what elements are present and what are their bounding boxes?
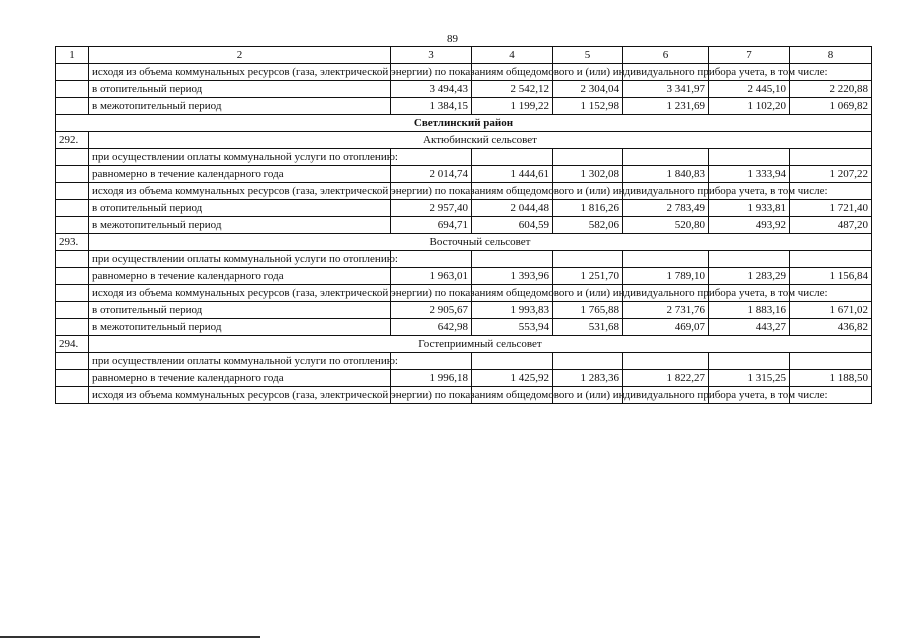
row-number-cell <box>56 251 89 268</box>
row-number-cell <box>56 81 89 98</box>
row-number-cell <box>56 302 89 319</box>
row-number-cell <box>56 387 89 404</box>
value-cell: 694,71 <box>391 217 472 234</box>
tariff-table <box>55 46 872 404</box>
district-row <box>56 115 872 132</box>
row-label: исходя из объема коммунальных ресурсов (газа, электрической энергии) по показаниям общедомового и (или) индивидуального прибора учета, в том числе: <box>89 64 391 81</box>
table-row <box>56 251 872 268</box>
column-header: 1 <box>56 47 89 64</box>
value-cell: 1 102,20 <box>709 98 790 115</box>
value-cell <box>391 353 472 370</box>
row-label: в межотопительный период <box>89 217 391 234</box>
value-cell: 2 304,04 <box>553 81 623 98</box>
table-row <box>56 285 872 302</box>
value-cell: 2 783,49 <box>623 200 709 217</box>
column-header: 5 <box>553 47 623 64</box>
value-cell: 2 731,76 <box>623 302 709 319</box>
value-cell <box>709 353 790 370</box>
value-cell: 1 963,01 <box>391 268 472 285</box>
section-number: 294. <box>56 336 89 353</box>
value-cell: 1 933,81 <box>709 200 790 217</box>
table-row <box>56 200 872 217</box>
row-number-cell <box>56 200 89 217</box>
column-header: 2 <box>89 47 391 64</box>
row-number-cell <box>56 183 89 200</box>
value-cell: 642,98 <box>391 319 472 336</box>
value-cell: 1 816,26 <box>553 200 623 217</box>
row-label: в отопительный период <box>89 81 391 98</box>
value-cell: 1 765,88 <box>553 302 623 319</box>
value-cell: 2 542,12 <box>472 81 553 98</box>
row-number-cell <box>56 353 89 370</box>
value-cell: 520,80 <box>623 217 709 234</box>
table-row <box>56 268 872 285</box>
value-cell: 2 445,10 <box>709 81 790 98</box>
row-label: в межотопительный период <box>89 98 391 115</box>
value-cell: 1 188,50 <box>790 370 872 387</box>
table-row <box>56 98 872 115</box>
value-cell: 1 996,18 <box>391 370 472 387</box>
value-cell: 1 283,36 <box>553 370 623 387</box>
row-label: равномерно в течение календарного года <box>89 166 391 183</box>
value-cell: 531,68 <box>553 319 623 336</box>
value-cell: 3 341,97 <box>623 81 709 98</box>
page-number: 89 <box>447 33 458 45</box>
section-row <box>56 132 872 149</box>
value-cell: 1 283,29 <box>709 268 790 285</box>
row-label: в отопительный период <box>89 200 391 217</box>
row-number-cell <box>56 285 89 302</box>
value-cell: 1 207,22 <box>790 166 872 183</box>
value-cell <box>790 251 872 268</box>
value-cell: 1 069,82 <box>790 98 872 115</box>
row-number-cell <box>56 319 89 336</box>
row-label: в отопительный период <box>89 302 391 319</box>
value-cell: 1 671,02 <box>790 302 872 319</box>
value-cell: 1 251,70 <box>553 268 623 285</box>
section-row <box>56 234 872 251</box>
value-cell <box>553 353 623 370</box>
section-title: Актюбинский сельсовет <box>89 132 872 149</box>
value-cell: 1 156,84 <box>790 268 872 285</box>
value-cell <box>472 353 553 370</box>
section-row <box>56 336 872 353</box>
value-cell: 582,06 <box>553 217 623 234</box>
value-cell: 469,07 <box>623 319 709 336</box>
value-cell <box>709 149 790 166</box>
value-cell: 1 333,94 <box>709 166 790 183</box>
section-number: 292. <box>56 132 89 149</box>
value-cell: 1 721,40 <box>790 200 872 217</box>
value-cell: 1 425,92 <box>472 370 553 387</box>
value-cell: 487,20 <box>790 217 872 234</box>
value-cell: 2 905,67 <box>391 302 472 319</box>
header-row <box>56 47 872 64</box>
row-label: при осуществлении оплаты коммунальной услуги по отоплению: <box>89 251 391 268</box>
value-cell <box>472 149 553 166</box>
value-cell: 1 444,61 <box>472 166 553 183</box>
table-row <box>56 217 872 234</box>
row-label: исходя из объема коммунальных ресурсов (газа, электрической энергии) по показаниям общедомового и (или) индивидуального прибора учета, в том числе: <box>89 183 391 200</box>
table-row <box>56 166 872 183</box>
row-number-cell <box>56 370 89 387</box>
value-cell: 2 957,40 <box>391 200 472 217</box>
row-label: при осуществлении оплаты коммунальной услуги по отоплению: <box>89 149 391 166</box>
table-row <box>56 64 872 81</box>
table-row <box>56 370 872 387</box>
row-label: исходя из объема коммунальных ресурсов (газа, электрической энергии) по показаниям общедомового и (или) индивидуального прибора учета, в том числе: <box>89 285 391 302</box>
value-cell <box>472 251 553 268</box>
value-cell <box>391 149 472 166</box>
table-row <box>56 81 872 98</box>
value-cell <box>391 251 472 268</box>
value-cell: 604,59 <box>472 217 553 234</box>
column-header: 3 <box>391 47 472 64</box>
value-cell: 1 840,83 <box>623 166 709 183</box>
value-cell: 1 231,69 <box>623 98 709 115</box>
value-cell <box>553 149 623 166</box>
value-cell: 1 152,98 <box>553 98 623 115</box>
table-row <box>56 183 872 200</box>
column-header: 6 <box>623 47 709 64</box>
value-cell: 1 789,10 <box>623 268 709 285</box>
section-title: Гостеприимный сельсовет <box>89 336 872 353</box>
value-cell: 1 822,27 <box>623 370 709 387</box>
value-cell: 1 393,96 <box>472 268 553 285</box>
table-row <box>56 387 872 404</box>
row-number-cell <box>56 166 89 183</box>
value-cell: 443,27 <box>709 319 790 336</box>
value-cell: 1 384,15 <box>391 98 472 115</box>
row-number-cell <box>56 64 89 81</box>
value-cell: 553,94 <box>472 319 553 336</box>
value-cell: 1 883,16 <box>709 302 790 319</box>
table-row <box>56 302 872 319</box>
row-label: в межотопительный период <box>89 319 391 336</box>
value-cell: 2 014,74 <box>391 166 472 183</box>
value-cell: 2 220,88 <box>790 81 872 98</box>
value-cell: 3 494,43 <box>391 81 472 98</box>
value-cell: 2 044,48 <box>472 200 553 217</box>
value-cell <box>623 251 709 268</box>
row-number-cell <box>56 98 89 115</box>
row-label: исходя из объема коммунальных ресурсов (газа, электрической энергии) по показаниям общедомового и (или) индивидуального прибора учета, в том числе: <box>89 387 391 404</box>
table-row <box>56 319 872 336</box>
value-cell <box>709 251 790 268</box>
row-label: равномерно в течение календарного года <box>89 268 391 285</box>
column-header: 8 <box>790 47 872 64</box>
value-cell <box>790 149 872 166</box>
section-number: 293. <box>56 234 89 251</box>
row-label: равномерно в течение календарного года <box>89 370 391 387</box>
value-cell <box>553 251 623 268</box>
table-row <box>56 149 872 166</box>
row-number-cell <box>56 217 89 234</box>
value-cell <box>623 149 709 166</box>
page-edge-line <box>0 636 260 638</box>
value-cell <box>623 353 709 370</box>
value-cell: 436,82 <box>790 319 872 336</box>
row-label: при осуществлении оплаты коммунальной услуги по отоплению: <box>89 353 391 370</box>
value-cell <box>790 353 872 370</box>
value-cell: 493,92 <box>709 217 790 234</box>
column-header: 7 <box>709 47 790 64</box>
table-row <box>56 353 872 370</box>
row-number-cell <box>56 268 89 285</box>
table-body <box>56 47 872 404</box>
value-cell: 1 993,83 <box>472 302 553 319</box>
section-title: Восточный сельсовет <box>89 234 872 251</box>
value-cell: 1 302,08 <box>553 166 623 183</box>
value-cell: 1 199,22 <box>472 98 553 115</box>
district-title: Светлинский район <box>56 115 872 132</box>
column-header: 4 <box>472 47 553 64</box>
value-cell: 1 315,25 <box>709 370 790 387</box>
row-number-cell <box>56 149 89 166</box>
